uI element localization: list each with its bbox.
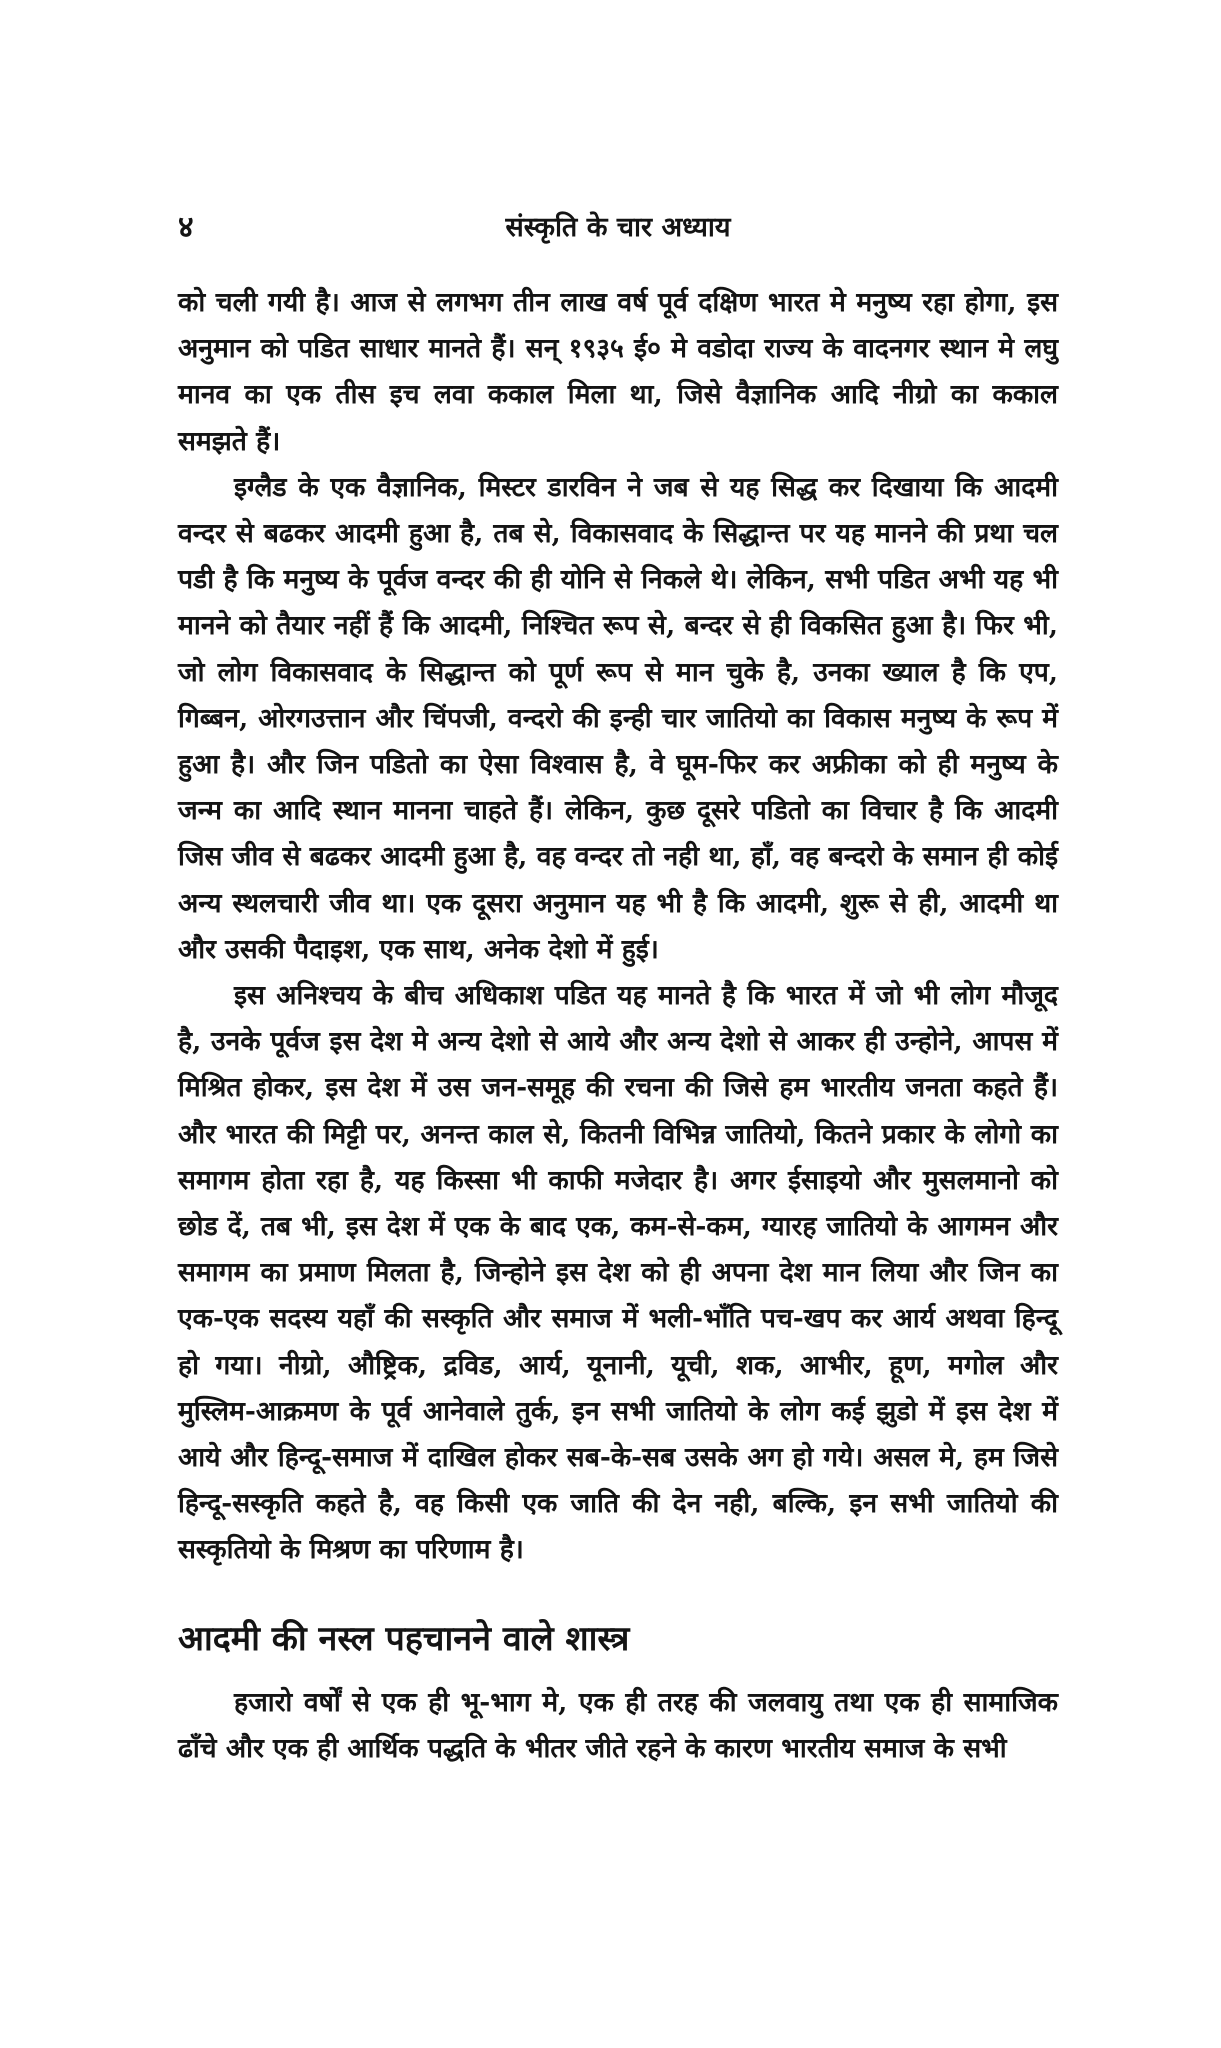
page-number: ४ — [178, 210, 194, 245]
paragraph-races: इस अनिश्चय के बीच अधिकाश पडित यह मानते है कि भारत में जो भी लोग मौजूद है, उनके पूर्वज इस देश मे अन्य देशो से आये और अन्य देशो से आकर ही उन्होने, आपस में मिश्रित होकर, इस देश में उस जन-समूह की रचना की जिसे हम भारतीय जनता कहते हैं। और भारत की मिट्टी पर, अनन्त काल से, कितनी विभिन्न जातियो, कितने प्रकार के लोगो का समागम होता रहा है, यह किस्सा भी काफी मजेदार है। अगर ईसाइयो और मुसलमानो को छोड दें, तब भी, इस देश में एक के बाद एक, कम-से-कम, ग्यारह जातियो के आगमन और समागम का प्रमाण मिलता है, जिन्होने इस देश को ही अपना देश मान लिया और जिन का एक-एक सदस्य यहाँ की सस्कृति और समाज में भली-भाँति पच-खप कर आर्य अथवा हिन्दू हो गया। नीग्रो, औष्ट्रिक, द्रविड, आर्य, यूनानी, यूची, शक, आभीर, हूण, मगोल और मुस्लिम-आक्रमण के पूर्व आनेवाले तुर्क, इन सभी जातियो के लोग कई झुडो में इस देश में आये और हिन्दू-समाज में दाखिल होकर सब-के-सब उसके अग हो गये। असल मे, हम जिसे हिन्दू-सस्कृति कहते है, वह किसी एक जाति की देन नही, बल्कि, इन सभी जातियो की सस्कृतियो के मिश्रण का परिणाम है। — [178, 980, 1058, 1566]
paragraph-continued: को चली गयी है। आज से लगभग तीन लाख वर्ष पूर्व दक्षिण भारत मे मनुष्य रहा होगा, इस अनुमान को पडित साधार मानते हैं। सन् १९३५ ई० मे वडोदा राज्य के वादनगर स्थान मे लघु मानव का एक तीस इच लवा ककाल मिला था, जिसे वैज्ञानिक आदि नीग्रो का ककाल समझते हैं। — [178, 287, 1058, 457]
running-head — [178, 205, 1058, 255]
section-heading: आदमी की नस्ल पहचानने वाले शास्त्र — [178, 1618, 630, 1659]
paragraph-darwin: इग्लैड के एक वैज्ञानिक, मिस्टर डारविन ने जब से यह सिद्ध कर दिखाया कि आदमी वन्दर से बढकर आदमी हुआ है, तब से, विकासवाद के सिद्धान्त पर यह मानने की प्रथा चल पडी है कि मनुष्य के पूर्वज वन्दर की ही योनि से निकले थे। लेकिन, सभी पडित अभी यह भी मानने को तैयार नहीं हैं कि आदमी, निश्चित रूप से, बन्दर से ही विकसित हुआ है। फिर भी, जो लोग विकासवाद के सिद्धान्त को पूर्ण रूप से मान चुके है, उनका ख्याल है कि एप, गिब्बन, ओरगउत्तान और चिंपजी, वन्दरो की इन्ही चार जातियो का विकास मनुष्य के रूप में हुआ है। और जिन पडितो का ऐसा विश्वास है, वे घूम-फिर कर अफ्रीका को ही मनुष्य के जन्म का आदि स्थान मानना चाहते हैं। लेकिन, कुछ दूसरे पडितो का विचार है कि आदमी जिस जीव से बढकर आदमी हुआ है, वह वन्दर तो नही था, हाँ, वह बन्दरो के समान ही कोई अन्य स्थलचारी जीव था। एक दूसरा अनुमान यह भी है कि आदमी, शुरू से ही, आदमी था और उसकी पैदाइश, एक साथ, अनेक देशो में हुई। — [178, 471, 1058, 965]
paragraph-section-start: हजारो वर्षों से एक ही भू-भाग मे, एक ही तरह की जलवायु तथा एक ही सामाजिक ढाँचे और एक ही आर्थिक पद्धति के भीतर जीते रहने के कारण भारतीय समाज के सभी — [178, 1686, 1058, 1764]
body-text — [178, 280, 1058, 1772]
book-title: संस्कृति के चार अध्याय — [505, 212, 731, 243]
